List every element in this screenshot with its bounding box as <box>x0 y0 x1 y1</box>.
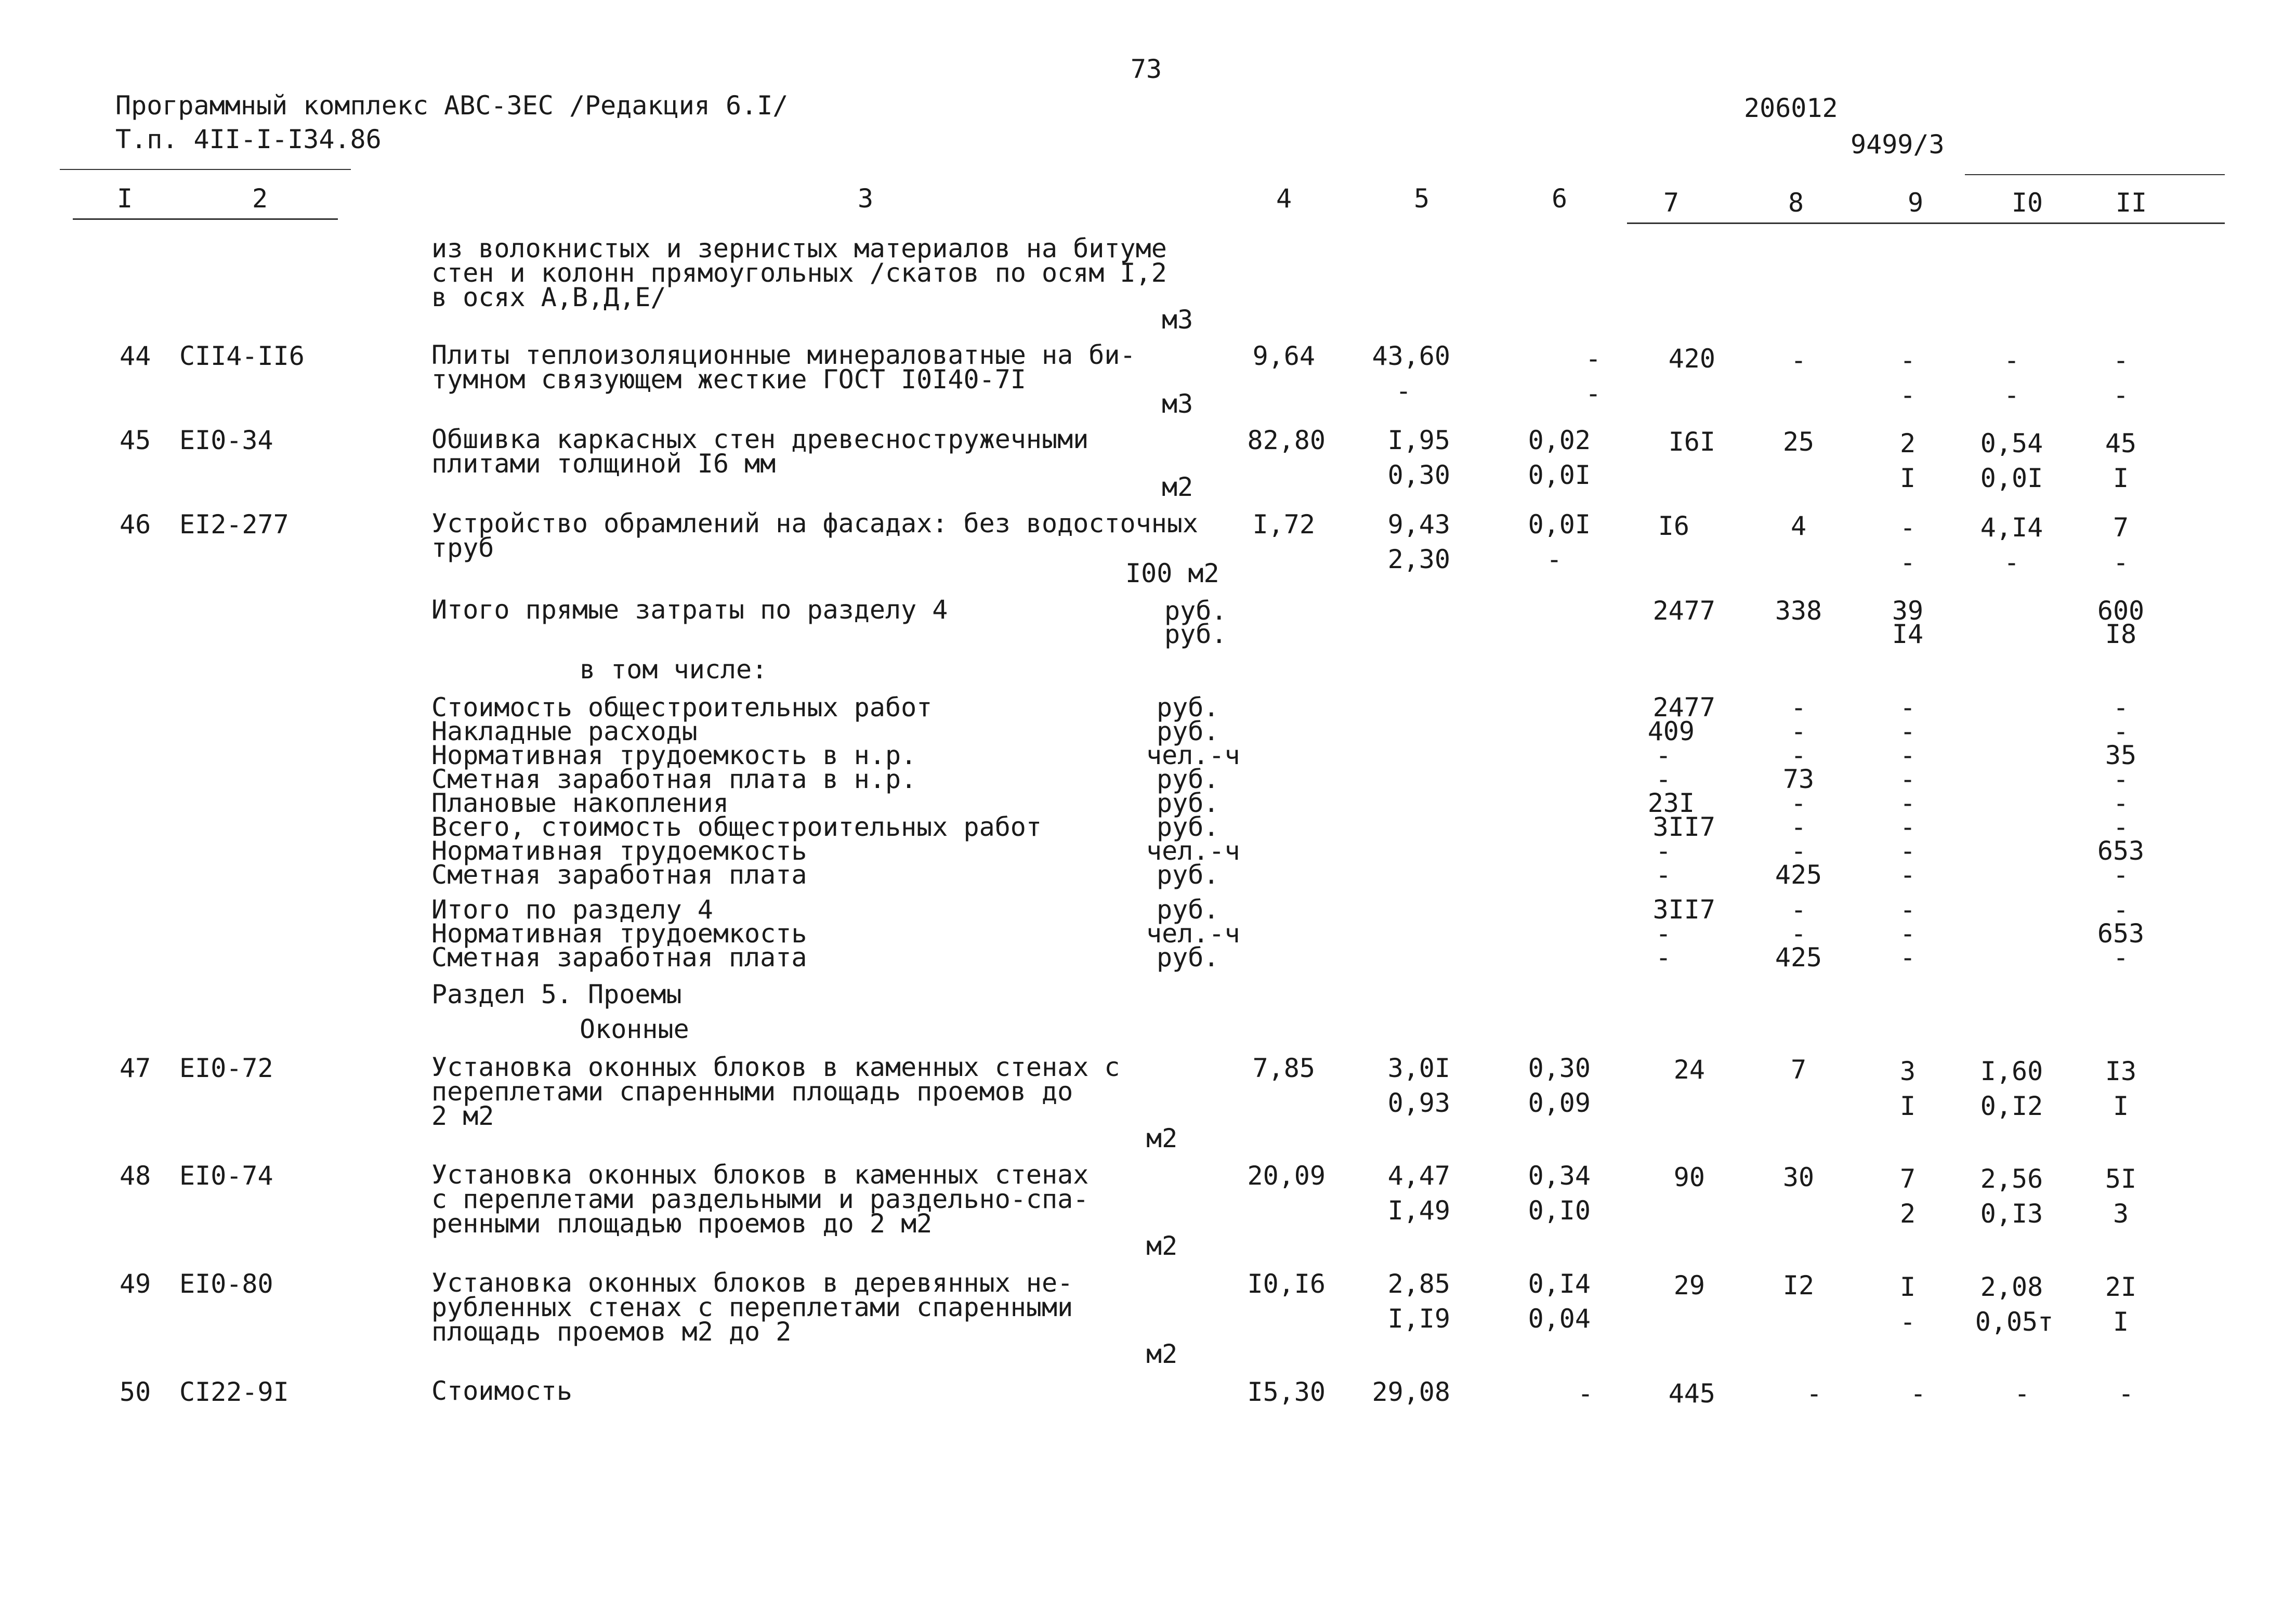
cell-col11: 3 <box>2113 1199 2129 1229</box>
cell-col7: I6I <box>1668 427 1715 457</box>
row-unit: м2 <box>1146 1339 1178 1369</box>
total-col11: I8 <box>2105 619 2137 649</box>
cell-col10: 2,56 <box>1980 1164 2043 1194</box>
breakdown-label: Нормативная трудоемкость <box>431 836 807 866</box>
section-total-col8: - <box>1790 918 1807 949</box>
row-code: EI2-277 <box>179 509 289 540</box>
cell-col4: I,72 <box>1252 509 1315 540</box>
cell-col9: - <box>1899 380 1916 410</box>
cell-col10: 4,I4 <box>1980 513 2043 543</box>
cell-col11: - <box>2113 345 2129 375</box>
breakdown-col7: 409 <box>1647 716 1695 746</box>
cell-col6: 0,34 <box>1528 1161 1591 1191</box>
row-description: Обшивка каркасных стен древесностружечными плитами толщиной I6 мм <box>431 424 1089 479</box>
section-total-label: Сметная заработная плата <box>431 942 807 973</box>
cell-col8: 4 <box>1790 511 1807 541</box>
row-description: Устройство обрамлений на фасадах: без водосточных труб <box>431 508 1199 563</box>
cell-col11: I <box>2113 1091 2129 1121</box>
cell-col7: 420 <box>1668 344 1715 374</box>
cell-col10: 0,I3 <box>1980 1199 2043 1229</box>
cell-col9: - <box>1910 1378 1926 1409</box>
column-header: 2 <box>252 183 268 214</box>
column-header: 7 <box>1663 188 1680 218</box>
cell-col9: 3 <box>1899 1056 1916 1086</box>
row-code: CII4-II6 <box>179 341 305 371</box>
cell-col6: 0,30 <box>1528 1053 1591 1083</box>
cell-col5: - <box>1395 376 1412 406</box>
breakdown-col9: - <box>1899 788 1916 818</box>
cell-col4: I5,30 <box>1247 1377 1326 1407</box>
column-header: 9 <box>1907 188 1924 218</box>
cell-col7: 29 <box>1673 1270 1705 1301</box>
cell-col5: 29,08 <box>1372 1377 1450 1407</box>
breakdown-col11: - <box>2113 716 2129 746</box>
breakdown-col8: - <box>1790 788 1807 818</box>
section-total-unit: чел.-ч <box>1146 918 1240 949</box>
breakdown-label: Нормативная трудоемкость в н.р. <box>431 740 917 770</box>
cell-col9: - <box>1899 513 1916 543</box>
cell-col6: - <box>1585 378 1602 409</box>
cell-col5: 9,43 <box>1387 509 1450 540</box>
row-code: EI0-34 <box>179 425 273 455</box>
row-description: Установка оконных блоков в каменных стенах с переплетами раздельными и раздельно-спа- ренными площадью проемов до 2 м2 <box>431 1160 1089 1239</box>
breakdown-col7: - <box>1655 764 1672 794</box>
section-total-col11: 653 <box>2097 918 2145 949</box>
breakdown-col9: - <box>1899 764 1916 794</box>
cell-col4: 9,64 <box>1252 341 1315 371</box>
breakdown-col7: 2477 <box>1652 692 1715 723</box>
section-total-label: Итого по разделу 4 <box>431 895 713 925</box>
cell-col5: I,95 <box>1387 425 1450 455</box>
breakdown-col9: - <box>1899 740 1916 770</box>
breakdown-unit: руб. <box>1157 812 1219 842</box>
column-header: 6 <box>1551 183 1568 214</box>
cell-col10: - <box>2014 1378 2030 1409</box>
breakdown-col11: - <box>2113 860 2129 890</box>
intro-unit: м3 <box>1162 305 1193 335</box>
breakdown-col11: - <box>2113 788 2129 818</box>
column-header: I0 <box>2011 188 2043 218</box>
cell-col11: 5I <box>2105 1164 2137 1194</box>
total-col9: I4 <box>1892 619 1924 649</box>
cell-col6: - <box>1585 344 1602 374</box>
breakdown-unit: руб. <box>1157 716 1219 746</box>
cell-col4: 82,80 <box>1247 425 1326 455</box>
row-description: Плиты теплоизоляционные минераловатные на би- тумном связующем жесткие ГОСТ I0I40-7I <box>431 340 1136 395</box>
breakdown-unit: руб. <box>1157 692 1219 723</box>
cell-col6: 0,I0 <box>1528 1196 1591 1226</box>
column-header: II <box>2115 188 2147 218</box>
page-number: 73 <box>1130 54 1162 84</box>
doc-code: 206012 <box>1744 93 1838 123</box>
breakdown-col11: - <box>2113 692 2129 723</box>
row-unit: м3 <box>1162 389 1193 419</box>
row-unit: м2 <box>1146 1123 1178 1153</box>
total-col11: 600 <box>2097 596 2145 626</box>
total-col9: 39 <box>1892 596 1924 626</box>
breakdown-col8: - <box>1790 716 1807 746</box>
cell-col5: 2,30 <box>1387 544 1450 574</box>
cell-col9: 2 <box>1899 428 1916 458</box>
breakdown-col8: - <box>1790 692 1807 723</box>
cell-col9: I <box>1899 463 1916 493</box>
cell-col6: 0,0I <box>1528 460 1591 490</box>
cell-col5: 2,85 <box>1387 1269 1450 1299</box>
cell-col10: - <box>2003 380 2020 410</box>
breakdown-col8: - <box>1790 812 1807 842</box>
cell-col9: 7 <box>1899 1164 1916 1194</box>
breakdown-col11: - <box>2113 764 2129 794</box>
cell-col5: 43,60 <box>1372 341 1450 371</box>
section-total-col11: - <box>2113 895 2129 925</box>
cell-col6: - <box>1577 1378 1594 1409</box>
breakdown-col7: 3II7 <box>1652 812 1715 842</box>
breakdown-col9: - <box>1899 692 1916 723</box>
cell-col9: I <box>1899 1091 1916 1121</box>
cell-col4: 20,09 <box>1247 1161 1326 1191</box>
section-total-col11: - <box>2113 942 2129 973</box>
cell-col6: 0,09 <box>1528 1088 1591 1118</box>
row-number: 48 <box>120 1161 151 1191</box>
cell-col6: 0,0I <box>1528 509 1591 540</box>
breakdown-col9: - <box>1899 812 1916 842</box>
breakdown-col7: - <box>1655 836 1672 866</box>
cell-col6: - <box>1546 544 1563 574</box>
row-description: Установка оконных блоков в деревянных не- рубленных стенах с переплетами спаренными площадь проемов м2 до 2 <box>431 1268 1073 1347</box>
cell-col8: - <box>1806 1378 1822 1409</box>
cell-col9: I <box>1899 1272 1916 1302</box>
section-total-label: Нормативная трудоемкость <box>431 918 807 949</box>
including-heading: в том числе: <box>580 654 768 685</box>
cell-col8: 30 <box>1782 1162 1815 1192</box>
program-title: Программный комплекс АВС-ЗЕС /Редакция 6.I/ <box>115 90 789 121</box>
total-unit: руб. <box>1164 619 1227 649</box>
cell-col11: 7 <box>2113 513 2129 543</box>
breakdown-unit: руб. <box>1157 860 1219 890</box>
section-total-col8: - <box>1790 895 1807 925</box>
breakdown-label: Сметная заработная плата <box>431 860 807 890</box>
header-rule <box>73 218 338 220</box>
total-unit: руб. <box>1164 596 1227 626</box>
breakdown-label: Сметная заработная плата в н.р. <box>431 764 917 794</box>
intro-text: из волокнистых и зернистых материалов на битуме стен и колонн прямоугольных /скатов по осям I,2 в осях А,В,Д,Е/ <box>431 233 1167 312</box>
tp-code: Т.п. 4II-I-I34.86 <box>115 124 382 154</box>
cell-col4: 7,85 <box>1252 1053 1315 1083</box>
cell-col7: 24 <box>1673 1055 1705 1085</box>
section-total-col9: - <box>1899 942 1916 973</box>
breakdown-col8: - <box>1790 740 1807 770</box>
cell-col10: 0,05т <box>1975 1307 2054 1337</box>
section-total-unit: руб. <box>1157 942 1219 973</box>
total-col8: 338 <box>1775 596 1822 626</box>
row-number: 45 <box>120 425 151 455</box>
cell-col9: - <box>1899 345 1916 375</box>
cell-col11: 2I <box>2105 1272 2137 1302</box>
breakdown-col8: - <box>1790 836 1807 866</box>
cell-col10: - <box>2003 345 2020 375</box>
section-total-col7: - <box>1655 918 1672 949</box>
section-title: Раздел 5. Проемы <box>431 979 682 1009</box>
column-header: 4 <box>1276 183 1292 214</box>
breakdown-col11: 35 <box>2105 740 2137 770</box>
cell-col11: - <box>2113 547 2129 577</box>
row-description: Стоимость <box>431 1376 572 1406</box>
cell-col10: I,60 <box>1980 1056 2043 1086</box>
breakdown-col11: 653 <box>2097 836 2145 866</box>
cell-col11: I <box>2113 1307 2129 1337</box>
breakdown-label: Накладные расходы <box>431 716 698 746</box>
breakdown-unit: чел.-ч <box>1146 836 1240 866</box>
cell-col7: I6 <box>1658 511 1689 541</box>
section-total-col7: - <box>1655 942 1672 973</box>
cell-col10: 0,0I <box>1980 463 2043 493</box>
column-header: 3 <box>857 183 874 214</box>
cell-col10: 0,54 <box>1980 428 2043 458</box>
cell-col11: I3 <box>2105 1056 2137 1086</box>
section-total-col9: - <box>1899 918 1916 949</box>
breakdown-unit: чел.-ч <box>1146 740 1240 770</box>
breakdown-col8: 73 <box>1782 764 1815 794</box>
header-rule <box>1965 174 2225 175</box>
row-description: Установка оконных блоков в каменных стенах с переплетами спаренными площадь проемов до 2 м2 <box>431 1052 1120 1131</box>
cell-col8: 25 <box>1782 427 1815 457</box>
header-rule <box>1627 222 2225 224</box>
cell-col6: 0,I4 <box>1528 1269 1591 1299</box>
cell-col10: - <box>2003 547 2020 577</box>
cell-col8: - <box>1790 345 1807 375</box>
section-total-unit: руб. <box>1157 895 1219 925</box>
cell-col9: - <box>1899 1307 1916 1337</box>
breakdown-col9: - <box>1899 836 1916 866</box>
row-number: 49 <box>120 1269 151 1299</box>
cell-col5: 0,30 <box>1387 460 1450 490</box>
cell-col5: I,49 <box>1387 1196 1450 1226</box>
row-number: 50 <box>120 1377 151 1407</box>
row-code: EI0-80 <box>179 1269 273 1299</box>
cell-col8: I2 <box>1782 1270 1815 1301</box>
cell-col9: - <box>1899 547 1916 577</box>
breakdown-col7: - <box>1655 740 1672 770</box>
cell-col5: I,I9 <box>1387 1304 1450 1334</box>
row-unit: м2 <box>1162 472 1193 502</box>
cell-col11: I <box>2113 463 2129 493</box>
row-number: 46 <box>120 509 151 540</box>
cell-col7: 445 <box>1668 1378 1715 1409</box>
row-number: 47 <box>120 1053 151 1083</box>
breakdown-col9: - <box>1899 716 1916 746</box>
cell-col8: 7 <box>1790 1055 1807 1085</box>
column-header: I <box>116 183 133 214</box>
breakdown-col7: - <box>1655 860 1672 890</box>
breakdown-label: Всего, стоимость общестроительных работ <box>431 812 1042 842</box>
total-label: Итого прямые затраты по разделу 4 <box>431 595 948 625</box>
section-total-col8: 425 <box>1775 942 1822 973</box>
cell-col11: 45 <box>2105 428 2137 458</box>
cell-col6: 0,04 <box>1528 1304 1591 1334</box>
breakdown-unit: руб. <box>1157 788 1219 818</box>
section-subtitle: Оконные <box>580 1014 689 1044</box>
breakdown-label: Стоимость общестроительных работ <box>431 692 933 723</box>
cell-col4: I0,I6 <box>1247 1269 1326 1299</box>
cell-col6: 0,02 <box>1528 425 1591 455</box>
cell-col5: 3,0I <box>1387 1053 1450 1083</box>
cell-col10: 0,I2 <box>1980 1091 2043 1121</box>
breakdown-col9: - <box>1899 860 1916 890</box>
section-total-col9: - <box>1899 895 1916 925</box>
header-rule <box>60 169 351 170</box>
cell-col7: 90 <box>1673 1162 1705 1192</box>
cell-col11: - <box>2113 380 2129 410</box>
total-col7: 2477 <box>1652 596 1715 626</box>
breakdown-col8: 425 <box>1775 860 1822 890</box>
column-header: 8 <box>1788 188 1804 218</box>
cell-col9: 2 <box>1899 1199 1916 1229</box>
row-unit: I00 м2 <box>1125 558 1219 588</box>
breakdown-unit: руб. <box>1157 764 1219 794</box>
cell-col10: 2,08 <box>1980 1272 2043 1302</box>
breakdown-col11: - <box>2113 812 2129 842</box>
sheet-code: 9499/3 <box>1851 129 1945 160</box>
row-code: CI22-9I <box>179 1377 289 1407</box>
cell-col5: 0,93 <box>1387 1088 1450 1118</box>
breakdown-col7: 23I <box>1647 788 1695 818</box>
row-code: EI0-72 <box>179 1053 273 1083</box>
row-unit: м2 <box>1146 1231 1178 1261</box>
row-number: 44 <box>120 341 151 371</box>
row-code: EI0-74 <box>179 1161 273 1191</box>
column-header: 5 <box>1413 183 1430 214</box>
breakdown-label: Плановые накопления <box>431 788 729 818</box>
cell-col5: 4,47 <box>1387 1161 1450 1191</box>
section-total-col7: 3II7 <box>1652 895 1715 925</box>
cell-col11: - <box>2118 1378 2134 1409</box>
